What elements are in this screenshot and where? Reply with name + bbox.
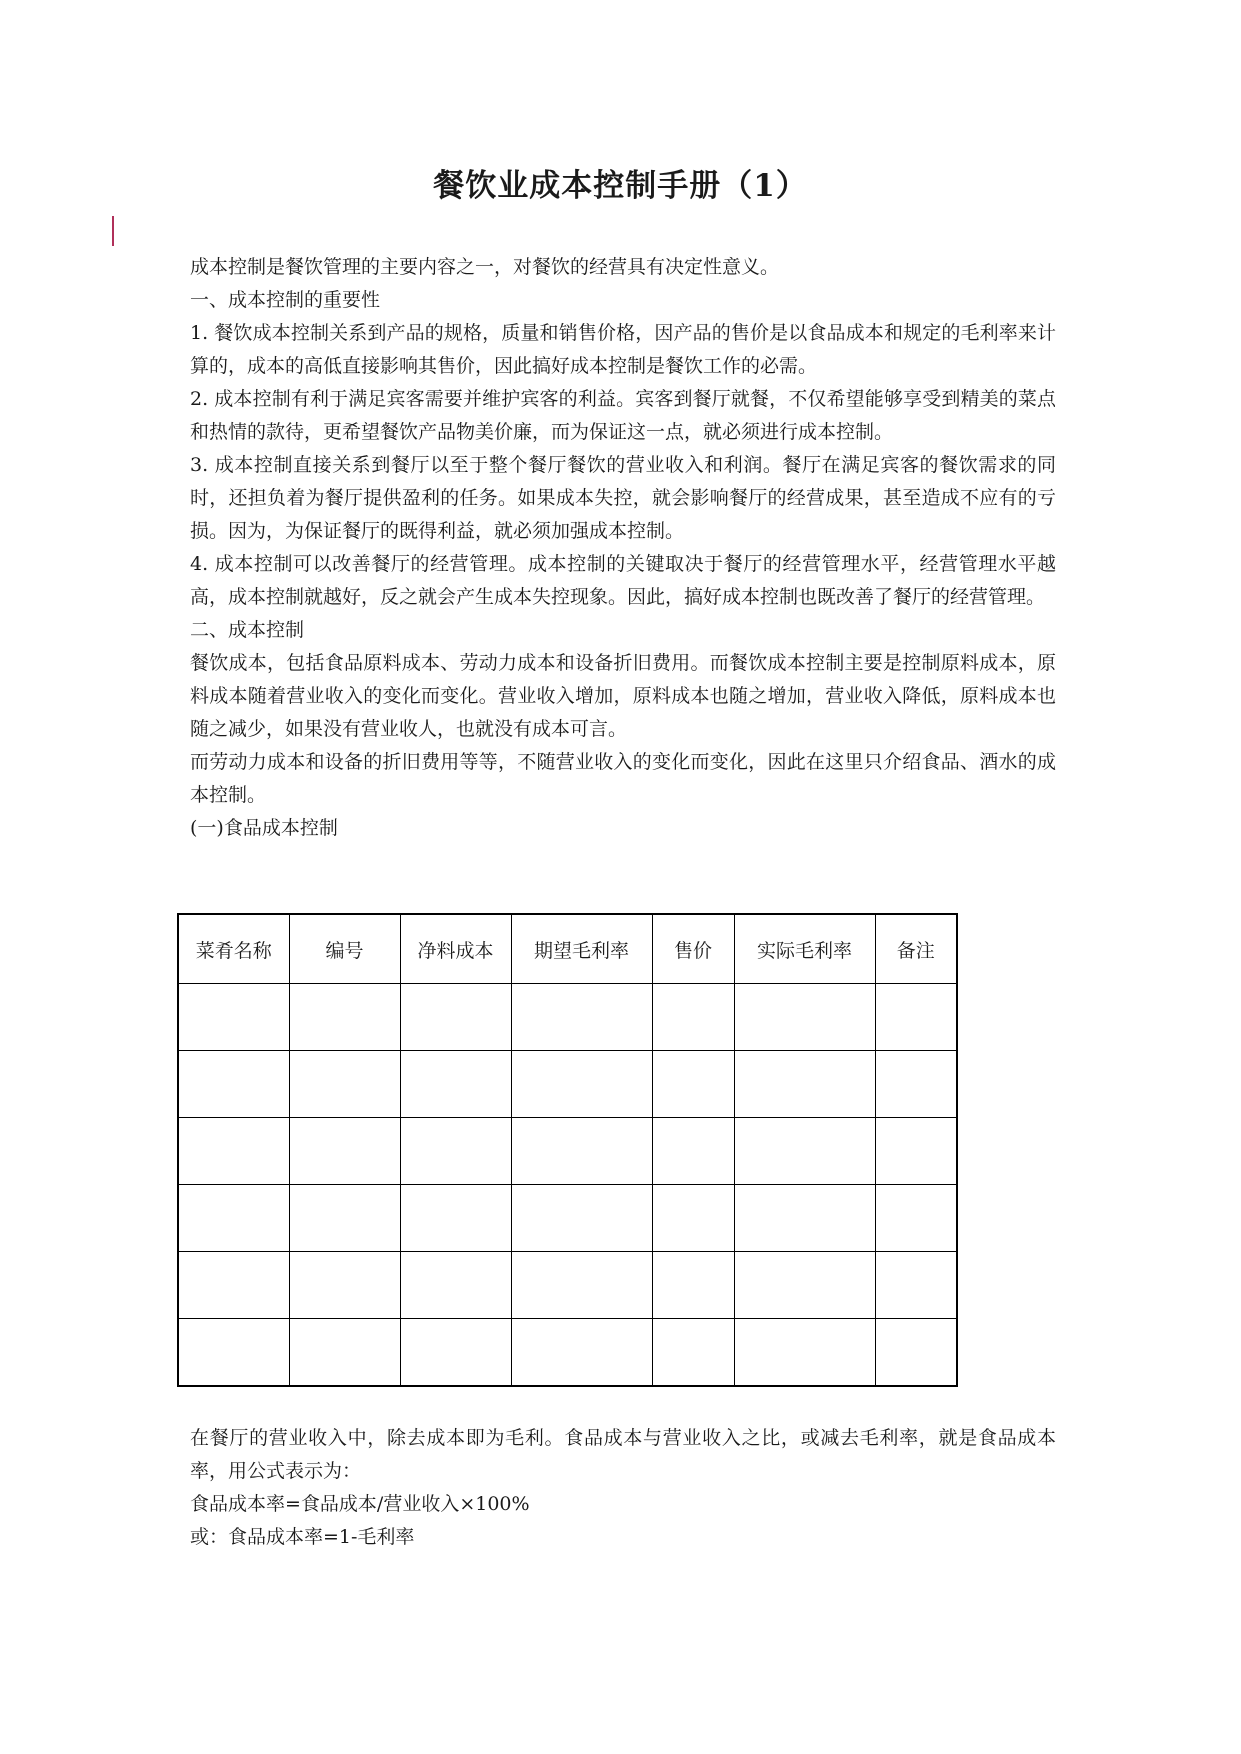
table-row <box>178 1252 957 1319</box>
table-cell <box>734 1319 875 1387</box>
header-dish-name: 菜肴名称 <box>178 914 289 984</box>
header-code: 编号 <box>289 914 400 984</box>
paragraph-point-2: 2. 成本控制有利于满足宾客需要并维护宾客的利益。宾客到餐厅就餐，不仅希望能够享受到精美的菜点和热情的款待，更希望餐饮产品物美价廉，而为保证这一点，就必须进行成本控制。 <box>190 388 1056 443</box>
table-row <box>178 1319 957 1387</box>
table-row <box>178 984 957 1051</box>
table-cell <box>875 984 957 1051</box>
table-cell <box>289 1118 400 1185</box>
table-cell <box>875 1319 957 1387</box>
table-row <box>178 1118 957 1185</box>
table-cell <box>400 984 511 1051</box>
table-cell <box>511 1185 652 1252</box>
table-cell <box>400 1319 511 1387</box>
paragraph-point-3: 3. 成本控制直接关系到餐厅以至于整个餐厅餐饮的营业收入和利润。餐厅在满足宾客的餐饮需求的同时，还担负着为餐厅提供盈利的任务。如果成本失控，就会影响餐厅的经营成果，甚至造成不应有的亏损。因为，为保证餐厅的既得利益，就必须加强成本控制。 <box>190 454 1056 542</box>
header-expected-margin: 期望毛利率 <box>511 914 652 984</box>
paragraph-point-4: 4. 成本控制可以改善餐厅的经营管理。成本控制的关键取决于餐厅的经营管理水平，经营管理水平越高，成本控制就越好，反之就会产生成本失控现象。因此，搞好成本控制也既改善了餐厅的经营管理。 <box>190 553 1056 608</box>
table-cell <box>400 1051 511 1118</box>
table-cell <box>652 1118 734 1185</box>
body-text <box>190 251 1056 845</box>
table-cell <box>400 1118 511 1185</box>
table-row <box>178 1051 957 1118</box>
table-cell <box>511 1319 652 1387</box>
table-cell <box>289 1319 400 1387</box>
after-table-text <box>190 1422 1056 1554</box>
table-cell <box>734 1051 875 1118</box>
header-actual-margin: 实际毛利率 <box>734 914 875 984</box>
table-cell <box>511 1252 652 1319</box>
header-price: 售价 <box>652 914 734 984</box>
table-cell <box>511 984 652 1051</box>
table-cell <box>734 1118 875 1185</box>
table-cell <box>652 1319 734 1387</box>
table-cell <box>875 1118 957 1185</box>
table-cell <box>289 984 400 1051</box>
table-cell <box>289 1185 400 1252</box>
food-cost-table <box>177 913 958 1387</box>
table-cell <box>511 1051 652 1118</box>
table-cell <box>178 1252 289 1319</box>
table-cell <box>178 1319 289 1387</box>
paragraph-point-1: 1. 餐饮成本控制关系到产品的规格，质量和销售价格，因产品的售价是以食品成本和规定的毛利率来计算的，成本的高低直接影响其售价，因此搞好成本控制是餐饮工作的必需。 <box>190 322 1056 377</box>
table-cell <box>734 1185 875 1252</box>
table-cell <box>178 984 289 1051</box>
table-cell <box>400 1185 511 1252</box>
table-cell <box>652 1051 734 1118</box>
paragraph-cost-composition: 餐饮成本，包括食品原料成本、劳动力成本和设备折旧费用。而餐饮成本控制主要是控制原料成本，原料成本随着营业收入的变化而变化。营业收入增加，原料成本也随之增加，营业收入降低，原料成本也随之减少，如果没有营业收人，也就没有成本可言。 <box>190 652 1056 740</box>
subsection-heading-food-cost: (一)食品成本控制 <box>190 817 338 839</box>
table-cell <box>178 1051 289 1118</box>
table-cell <box>289 1051 400 1118</box>
paragraph-labor-cost: 而劳动力成本和设备的折旧费用等等，不随营业收入的变化而变化，因此在这里只介绍食品、酒水的成本控制。 <box>190 751 1056 806</box>
table-cell <box>652 1252 734 1319</box>
header-net-cost: 净料成本 <box>400 914 511 984</box>
formula-food-cost-rate: 食品成本率=食品成本/营业收入×100% <box>190 1493 530 1515</box>
table-cell <box>178 1185 289 1252</box>
section-heading-importance: 一、成本控制的重要性 <box>190 289 381 311</box>
paragraph-gross-profit: 在餐厅的营业收入中，除去成本即为毛利。食品成本与营业收入之比，或减去毛利率，就是食品成本率，用公式表示为： <box>190 1427 1056 1482</box>
table-cell <box>875 1252 957 1319</box>
table-cell <box>875 1051 957 1118</box>
document-title: 餐饮业成本控制手册（1） <box>433 168 808 204</box>
table-header-row <box>178 914 957 984</box>
table-cell <box>652 984 734 1051</box>
header-remarks: 备注 <box>875 914 957 984</box>
table-cell <box>400 1252 511 1319</box>
table-cell <box>875 1185 957 1252</box>
table-row <box>178 1185 957 1252</box>
formula-alternative: 或：食品成本率=1-毛利率 <box>190 1526 415 1548</box>
table-cell <box>734 1252 875 1319</box>
intro-paragraph: 成本控制是餐饮管理的主要内容之一，对餐饮的经营具有决定性意义。 <box>190 256 780 278</box>
table-cell <box>652 1185 734 1252</box>
margin-marker <box>112 216 114 246</box>
cost-table-wrapper <box>177 913 958 1387</box>
table-cell <box>511 1118 652 1185</box>
section-heading-control: 二、成本控制 <box>190 619 305 641</box>
table-cell <box>734 984 875 1051</box>
table-cell <box>289 1252 400 1319</box>
table-cell <box>178 1118 289 1185</box>
